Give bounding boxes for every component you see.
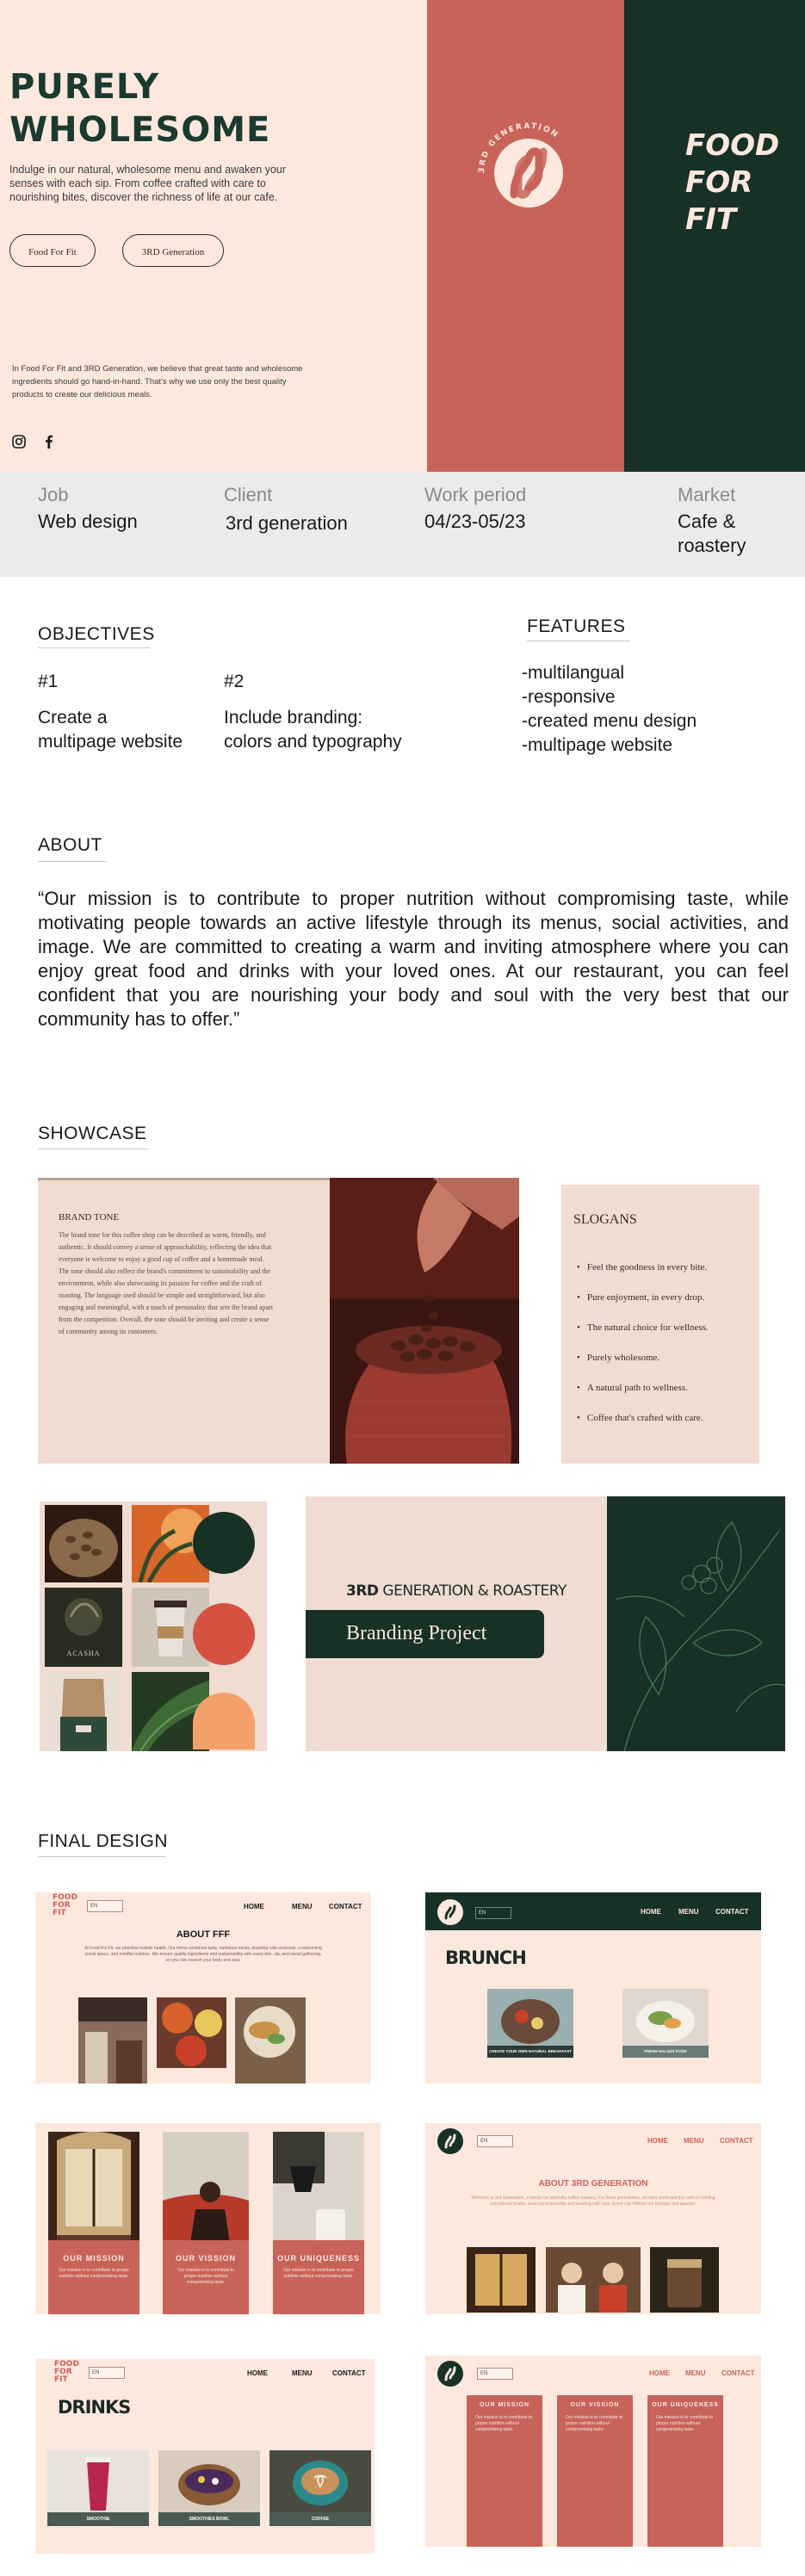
vission-column	[557, 2395, 633, 2547]
swatch-terracotta	[193, 1603, 255, 1665]
showcase-title: SHOWCASE	[38, 1124, 147, 1143]
3rd-logo-icon[interactable]	[437, 2128, 463, 2154]
nav-menu[interactable]: MENU	[685, 2369, 706, 2377]
vission-card	[163, 2240, 249, 2314]
swatch-forest	[193, 1512, 255, 1574]
vission-card-title: OUR VISSION	[175, 2254, 236, 2263]
logo-line: FOOD	[53, 1893, 77, 1902]
mission-column	[467, 2395, 542, 2547]
nav-contact[interactable]: CONTACT	[332, 2369, 366, 2377]
mission-card-text: Our mission is to contribute to proper nutrition without compromising taste.	[59, 2268, 129, 2279]
logo-line: FIT	[54, 2375, 68, 2384]
brand-name	[346, 1582, 567, 1600]
shop-window-photo	[467, 2247, 536, 2313]
hero-slogan	[685, 127, 789, 238]
market-label: Market	[678, 484, 736, 505]
language-select[interactable]	[475, 1907, 511, 1919]
vission-card-text: Our mission is to contribute to proper nutrition without compromising taste.	[176, 2268, 235, 2285]
uniqueness-card-text: Our mission is to contribute to proper nutrition without compromising taste.	[283, 2268, 354, 2279]
about-rule	[38, 861, 107, 862]
moodboard-beans-photo	[45, 1505, 122, 1582]
about-title: ABOUT	[38, 835, 102, 855]
moodboard	[40, 1502, 267, 1751]
feature-item: -multipage website	[522, 735, 673, 755]
hero-title-line1: PURELY	[9, 67, 160, 107]
language-value: EN	[90, 1904, 98, 1909]
about-3rd-title: ABOUT 3RD GENERATION	[538, 2179, 648, 2189]
language-value: EN	[92, 2370, 100, 2375]
slogans-list	[577, 1262, 753, 1443]
bullet-icon: •	[577, 1292, 580, 1303]
objective-1-line2: multipage website	[38, 732, 183, 752]
job-label: Job	[38, 484, 69, 505]
slogans-title: SLOGANS	[573, 1212, 637, 1227]
branding-project-banner	[306, 1610, 544, 1658]
feature-item: -responsive	[522, 687, 616, 707]
feature-item: -multilangual	[522, 663, 625, 683]
language-value: EN	[479, 1910, 486, 1916]
mock-about-3rd	[425, 2123, 761, 2314]
nav-menu[interactable]: MENU	[684, 2137, 704, 2145]
drinks-title: DRINKS	[58, 2397, 131, 2418]
market-value	[678, 510, 746, 558]
drink-card-smoothie[interactable]	[47, 2450, 149, 2526]
nav-contact[interactable]: CONTACT	[721, 2369, 755, 2377]
client-value: 3rd generation	[226, 512, 348, 534]
work-period-value: 04/23-05/23	[424, 511, 526, 532]
mission-column-title: OUR MISSION	[479, 2402, 530, 2408]
final-design-rule	[38, 1856, 165, 1857]
branding-project-label: Branding Project	[346, 1622, 487, 1644]
objective-2-text	[224, 706, 402, 754]
client-label: Client	[224, 484, 273, 505]
language-select[interactable]	[89, 2367, 125, 2379]
slogan-text: A natural path to wellness.	[586, 1383, 688, 1393]
slogans-board	[561, 1185, 759, 1464]
coffee-sack-photo	[330, 1178, 519, 1464]
brand-tone-board	[38, 1178, 519, 1464]
about-3rd-text: Welcome to 3rd Generation, a family-run specialty coffee roastery. For three generations, we have perfected the craft of roasting exceptional beans, sourcing responsibly and brewing with care. Every cup reflects our heritage and passion.	[471, 2195, 715, 2207]
nav-contact[interactable]: CONTACT	[720, 2137, 753, 2145]
hero-title-line2: WHOLESOME	[9, 110, 271, 150]
moodboard-caption: ACASHA	[66, 1650, 101, 1657]
drink-card-label: SMOOTHIE	[47, 2512, 149, 2526]
language-value: EN	[480, 2371, 488, 2376]
uniqueness-column	[647, 2395, 723, 2547]
nav-home[interactable]: HOME	[247, 2369, 268, 2377]
slogan-item	[577, 1413, 753, 1443]
work-period-label: Work period	[424, 484, 527, 505]
3rd-logo-icon[interactable]	[437, 1899, 463, 1925]
slogan-text: Purely wholesome.	[586, 1353, 660, 1363]
market-value-line2: roastery	[678, 535, 746, 556]
instagram-icon[interactable]	[11, 434, 27, 449]
mock-drinks	[35, 2359, 375, 2554]
bullet-icon: •	[577, 1262, 580, 1273]
vission-column-text: Our mission is to contribute to proper nutrition without compromising taste.	[566, 2415, 623, 2432]
3rd-logo-icon[interactable]	[437, 2361, 463, 2387]
language-value: EN	[480, 2139, 488, 2144]
drink-card-label: SMOOTHIES BOWL	[158, 2512, 260, 2526]
3rd-generation-button[interactable]: 3RD Generation	[122, 234, 224, 267]
hero-slogan-line2: FOR	[685, 165, 753, 200]
bullet-icon: •	[577, 1353, 580, 1363]
objectives-title: OBJECTIVES	[38, 624, 155, 644]
nav-home[interactable]: HOME	[649, 2369, 670, 2377]
slogan-text: Feel the goodness in every bite.	[586, 1262, 708, 1273]
brand-logo	[476, 121, 581, 226]
drink-card-bowl[interactable]	[158, 2450, 260, 2526]
features-title: FEATURES	[527, 616, 626, 636]
beans-jar-photo	[650, 2247, 719, 2313]
slogan-item	[577, 1292, 753, 1322]
about-quote: “Our mission is to contribute to proper nutrition without compromising taste, while motivating people towards an active lifestyle through its menus, social activities, and image. We are committed to creating a warm and inviting atmosphere where you can enjoy great food and drinks with your loved ones. At our restaurant, you can feel confident that you are nourishing your body and soul with the very best that our community has to offer.”	[38, 888, 789, 1030]
hero-title	[9, 65, 271, 152]
nav-menu[interactable]: MENU	[292, 1903, 313, 1910]
nav-home[interactable]: HOME	[647, 2137, 668, 2145]
mock-about-fff	[35, 1892, 371, 2084]
brunch-card-label: CREATE YOUR OWN NATURAL BREAKFAST	[487, 2046, 573, 2058]
language-select[interactable]	[477, 2135, 513, 2147]
final-design-title: FINAL DESIGN	[38, 1831, 169, 1851]
logo-ring-text: 3RD GENERATION	[477, 121, 560, 174]
drink-card-coffee[interactable]	[269, 2450, 371, 2526]
facebook-icon[interactable]	[41, 434, 57, 449]
swatch-orange	[193, 1693, 255, 1749]
objective-2-line1: Include branding:	[224, 708, 363, 728]
uniqueness-card-title: OUR UNIQUENESS	[276, 2254, 360, 2263]
objective-1-text	[38, 706, 183, 754]
brunch-card-breakfast[interactable]	[487, 1989, 573, 2058]
hero-note: In Food For Fit and 3RD Generation, we believe that great taste and wholesome ingredients should go hand-in-hand. That's why we use only the best quality products to create our delicious meals.	[12, 364, 303, 399]
logo-line: FOOD	[54, 2360, 79, 2369]
objective-2-number: #2	[224, 672, 245, 691]
logo-line: FOR	[53, 1901, 71, 1910]
mission-card-title: OUR MISSION	[63, 2254, 125, 2263]
brand-tone-text: The brand tone for this coffee shop can be described as warm, friendly, and authentic. It should convey a sense of approachability, reflecting the idea that everyone is welcome to enjoy a good cup of coffee and a homemade meal. The tone should also reflect the brand's commitment to sustainability and the environment, while also showcasing its passion for coffee and the craft of roasting. The language used should be simple and straightforward, but also engaging and meaningful, with a touch of personality that sets the brand apart from the competition. Overall, the tone should be inviting and create a sense of community among its customers.	[59, 1231, 274, 1335]
market-value-line1: Cafe &	[678, 511, 736, 532]
bullet-icon: •	[577, 1322, 580, 1333]
cafe-counter-photo	[78, 1997, 147, 2084]
objectives-rule	[38, 647, 150, 648]
mock-mission-photos	[35, 2123, 381, 2314]
slogan-item	[577, 1353, 753, 1383]
about-fff-text: At Food For Fit, we prioritize holistic health. Our menu combines tasty, nutritious meals, inspiring cafe workouts, a welcoming social space, and mindful routines. We ensure quality ingredients and sustainability with every bite, sip, and social gathering, so you can nourish your body and soul.	[84, 1946, 322, 1963]
brand-tone-topline	[38, 1178, 330, 1180]
brunch-card-salads[interactable]	[622, 1989, 709, 2058]
drink-card-label: COFFEE	[269, 2512, 371, 2526]
nav-home[interactable]: HOME	[641, 1908, 661, 1916]
objective-1-line1: Create a	[38, 708, 108, 728]
slogan-text: The natural choice for wellness.	[586, 1322, 709, 1333]
hero-red-panel	[427, 0, 624, 472]
vission-column-title: OUR VISSION	[570, 2402, 620, 2408]
about-fff-title: ABOUT FFF	[176, 1929, 231, 1940]
logo-line: FOR	[54, 2368, 72, 2376]
moodboard-acasha-photo	[45, 1588, 122, 1667]
hero-slogan-line1: FOOD	[685, 128, 780, 163]
features-list	[522, 661, 697, 758]
mission-column-text: Our mission is to contribute to proper nutrition without compromising taste.	[475, 2415, 533, 2432]
uniqueness-card	[273, 2240, 364, 2314]
objective-1-number: #1	[38, 672, 59, 691]
nav-contact[interactable]: CONTACT	[715, 1908, 749, 1916]
food-bowls-photo	[157, 1997, 226, 2068]
fff-logo	[53, 1894, 77, 1917]
brand-name-rest: GENERATION & ROASTERY	[378, 1582, 567, 1600]
friends-photo	[546, 2247, 641, 2313]
nav-home[interactable]: HOME	[244, 1903, 264, 1910]
slogan-text: Coffee that's crafted with care.	[586, 1413, 703, 1423]
hero-description: Indulge in our natural, wholesome menu and awaken your senses with each sip. From coffee crafted with care to nourishing bites, discover the richness of life at our cafe.	[9, 164, 287, 203]
food-for-fit-button[interactable]: Food For Fit	[9, 234, 96, 267]
uniqueness-column-title: OUR UNIQUENESS	[652, 2402, 719, 2408]
slogan-item	[577, 1262, 753, 1292]
slogan-item	[577, 1383, 753, 1413]
bullet-icon: •	[577, 1413, 580, 1423]
branding-project-board	[306, 1496, 785, 1751]
brand-name-bold: 3RD	[346, 1582, 379, 1600]
hero-slogan-line3: FIT	[685, 202, 737, 237]
feature-item: -created menu design	[522, 711, 697, 731]
nav-menu[interactable]: MENU	[678, 1908, 699, 1916]
language-select[interactable]	[477, 2368, 513, 2380]
mock-mission-columns	[425, 2356, 761, 2547]
mission-card	[48, 2240, 139, 2314]
toast-plate-photo	[235, 1997, 306, 2084]
moodboard-bag-photo	[45, 1672, 122, 1751]
fff-logo	[54, 2361, 79, 2384]
brunch-title: BRUNCH	[445, 1947, 526, 1968]
nav-menu[interactable]: MENU	[292, 2369, 313, 2377]
bullet-icon: •	[577, 1383, 580, 1393]
uniqueness-column-text: Our mission is to contribute to proper nutrition without compromising taste.	[656, 2415, 714, 2432]
slogan-text: Pure enjoyment, in every drop.	[586, 1292, 705, 1303]
job-value: Web design	[38, 511, 138, 532]
nav-contact[interactable]: CONTACT	[329, 1903, 362, 1910]
mock-brunch	[425, 1892, 761, 2084]
logo-line: FIT	[53, 1909, 66, 1917]
brunch-card-label: FRESH SALADS FOOD	[622, 2046, 709, 2058]
objective-2-line2: colors and typography	[224, 732, 402, 752]
language-select[interactable]	[87, 1900, 123, 1912]
slogan-item	[577, 1322, 753, 1353]
botanical-panel	[607, 1496, 785, 1751]
brand-tone-title: BRAND TONE	[59, 1212, 120, 1223]
